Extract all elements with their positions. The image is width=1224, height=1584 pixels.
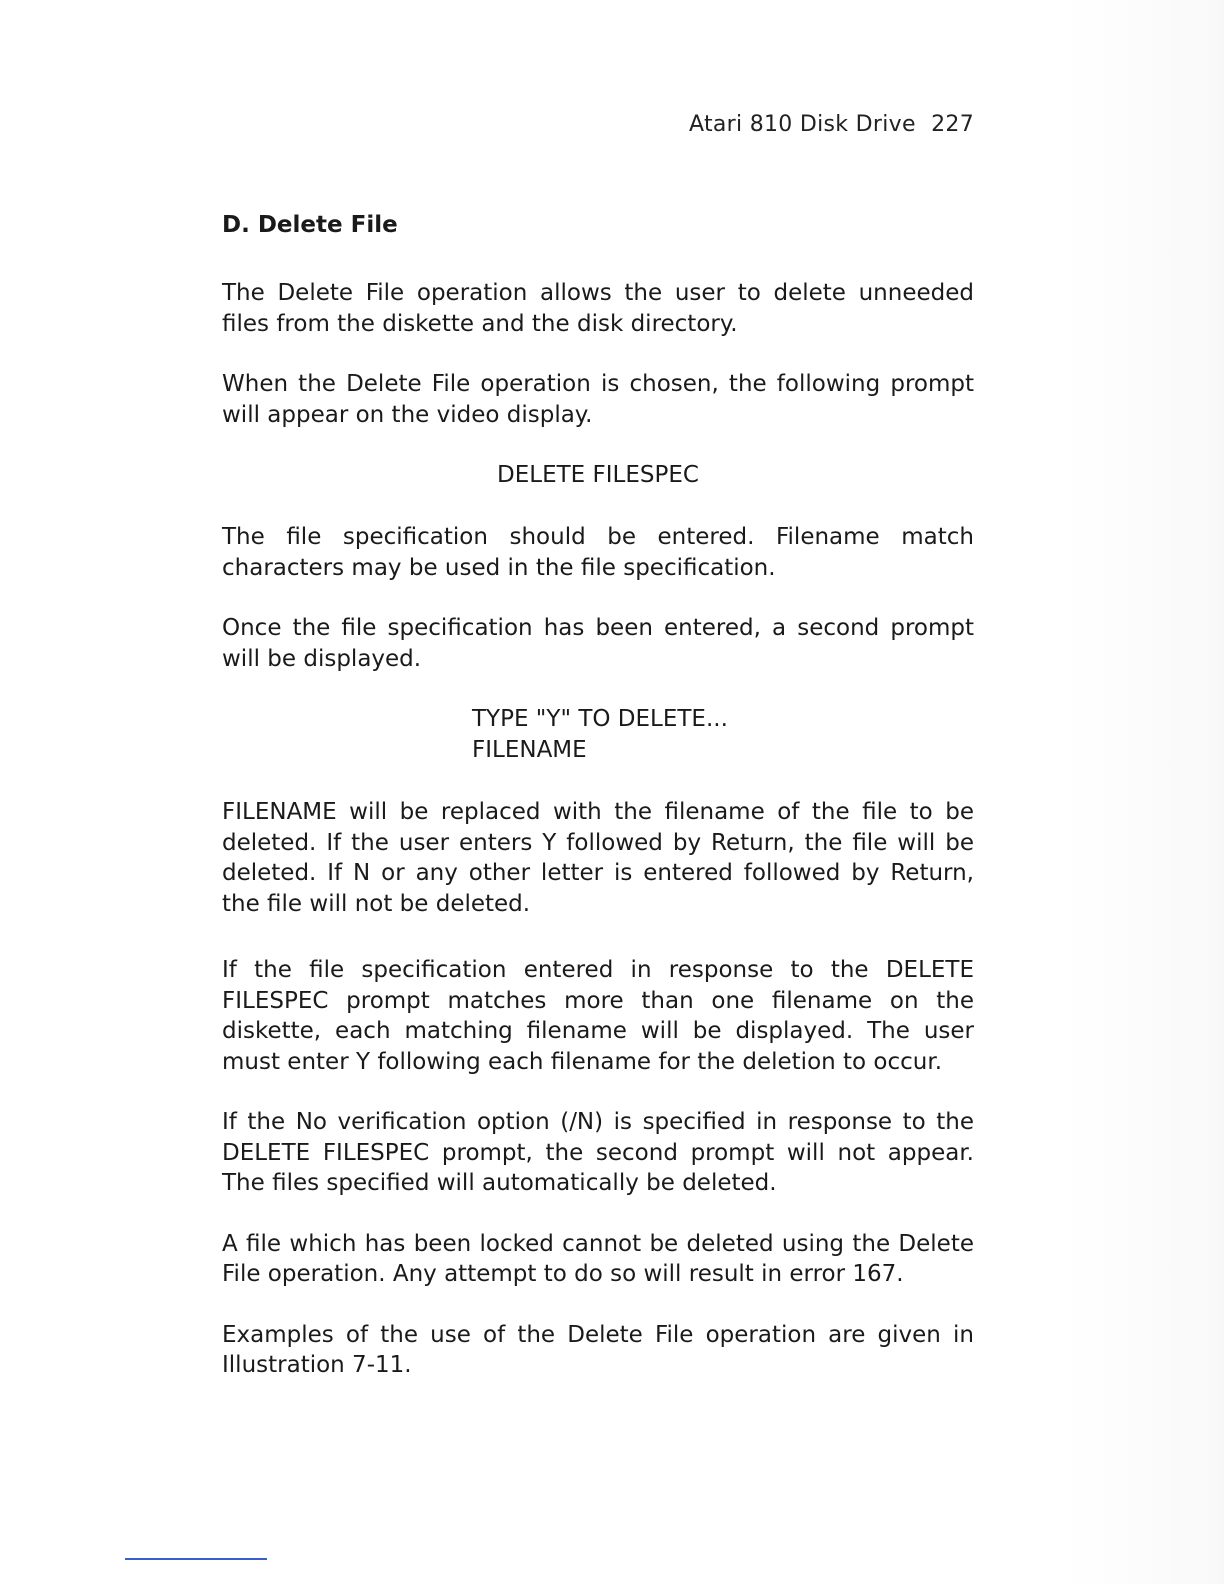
section-title: D. Delete File: [222, 212, 398, 238]
paragraph: The Delete File operation allows the user to delete unneeded files from the diskette and the disk directory.: [222, 280, 974, 337]
page-body: [222, 210, 974, 1411]
header-title: Atari 810 Disk Drive: [688, 112, 916, 137]
footer-rule: [125, 1558, 267, 1560]
prompt-type-y: [472, 704, 974, 765]
prompt-line: TYPE "Y" TO DELETE...: [472, 706, 728, 732]
paragraph: Once the file specification has been entered, a second prompt will be displayed.: [222, 615, 974, 672]
scan-shading: [1064, 0, 1224, 1584]
prompt-delete-filespec: DELETE FILESPEC: [497, 462, 699, 488]
paragraph: FILENAME will be replaced with the filename of the file to be deleted. If the user enters Y followed by Return, the file will be deleted. If N or any other letter is entered followed by Return, the file will not be deleted.: [222, 799, 974, 917]
prompt-line: FILENAME: [472, 736, 587, 763]
paragraph: If the file specification entered in response to the DELETE FILESPEC prompt matches more than one filename on the diskette, each matching filename will be displayed. The user must enter Y following each filename for the deletion to occur.: [222, 957, 974, 1075]
paragraph: When the Delete File operation is chosen, the following prompt will appear on the video display.: [222, 371, 974, 428]
paragraph: If the No verification option (/N) is specified in response to the DELETE FILESPEC prompt, the second prompt will not appear. The files specified will automatically be deleted.: [222, 1109, 974, 1196]
paragraph: A file which has been locked cannot be deleted using the Delete File operation. Any attempt to do so will result in error 167.: [222, 1230, 974, 1287]
paragraph: Examples of the use of the Delete File operation are given in Illustration 7-11.: [222, 1321, 974, 1378]
page-number: 227: [931, 112, 974, 137]
running-header: [689, 112, 974, 137]
paragraph: The file specification should be entered. Filename match characters may be used in the file specification.: [222, 524, 974, 581]
